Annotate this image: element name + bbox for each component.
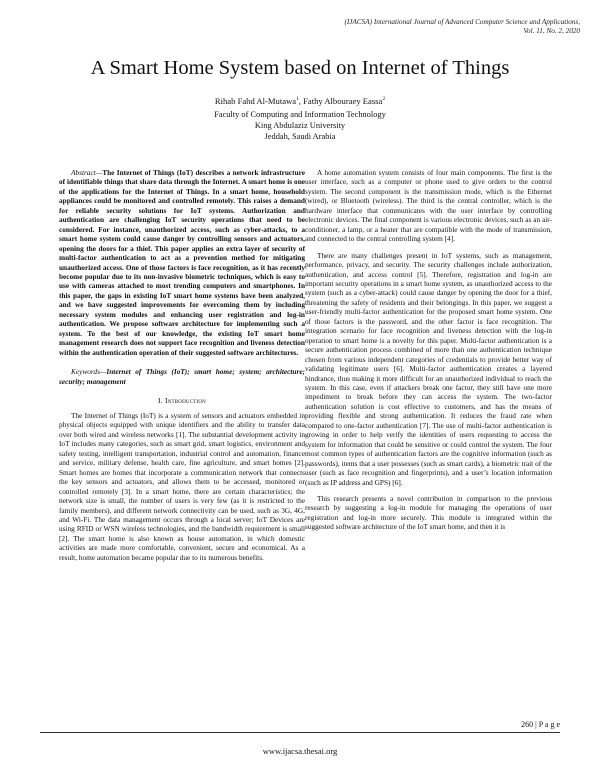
author-separator: , — [298, 96, 304, 106]
affiliation-location: Jeddah, Saudi Arabia — [264, 132, 336, 141]
affiliation — [0, 109, 600, 142]
journal-name: (IJACSA) International Journal of Advanced Computer Science and Applications, — [344, 18, 580, 26]
left-column — [59, 168, 305, 562]
body-paragraph-components: A home automation system consists of four main components. The first is the user interface, such as a computer or phone used to give orders to the control system. The second component is the transmission mode, which is the Ethernet (wired), or Bluetooth (wireless). The third is the central controller, which is the hardware interface that communicates with the user interface by controlling electronic devices. The final component is various electronic devices, such as an air-conditioner, a lamp, or a heater that are compatible with the mode of transmission, and connected to the central controlling system [4]. — [305, 168, 552, 244]
author-2: Fathy Albouraey Eassa — [303, 96, 383, 106]
keywords — [59, 367, 305, 386]
abstract-label: Abstract— — [71, 168, 103, 177]
right-column — [305, 168, 552, 532]
section-heading-introduction: I. Introduction — [158, 395, 206, 405]
body-paragraph-contribution: This research presents a novel contribution in comparison to the previous research by suggesting a log-in module for managing the operations of user registration and log-in more securely. This module is integrated within the suggested software architecture of the IoT smart home, and then it is — [305, 493, 552, 532]
intro-paragraph-1: The Internet of Things (IoT) is a system of sensors and actuators embedded in physical objects equipped with unique identifiers and the ability to transfer data over both wired and wireless networks [1]. The substantial development activity in IoT includes many categories, such as smart grid, smart logistics, environment and safety testing, intelligent transportation, industrial control and automation, finance and service, military defense, health care, fine agriculture, and smart homes [2]. Smart homes are homes that incorporate a communication network that connects the key sensors and actuators, and allows them to be accessed, monitored or controlled remotely [3]. In a smart home, there are certain characteristics; the network size is small, the number of users is very few (as it is restricted to the family members), and different network connectivity can be used, such as 3G, 4G, and Wi-Fi. The data management occurs through a local server; IoT Devices are using RFID or WSN wireless technologies, and the bandwidth requirement is small [2]. The smart home is also known as house automation, in which domestic activities are made more comfortable, convenient, secure and economical. As a result, home automation became popular due to its numerous benefits. — [59, 410, 305, 562]
abstract-text: The Internet of Things (IoT) describes a network infrastructure of identifiable things that share data through the Internet. A smart home is one of the applications for the Internet of Things. In a smart home, household appliances could be monitored and controlled remotely. This raises a demand for reliable security solutions for IoT systems. Authorization and authentication are challenging IoT security operations that need to be considered. For instance, unauthorized access, such as cyber-attacks, to a smart home system could cause danger by controlling sensors and actuators, opening the doors for a thief. This paper applies an extra layer of security of multi-factor authentication to act as a prevention method for mitigating unauthorized access. One of those factors is face recognition, as it has recently become popular due to its non-invasive biometric techniques, which is easy to use with cameras attached to most trending computers and smartphones. In this paper, the gaps in existing IoT smart home systems have been analyzed, and we have suggested improvements for overcoming them by including necessary system modules and enhancing user registration and log-in authentication. We propose software architecture for implementing such a system. To the best of our knowledge, the existing IoT smart home management research does not support face recognition and liveness detection within the authentication operation of their suggested software architectures. — [59, 168, 305, 357]
author-2-affil-mark: 2 — [382, 96, 386, 103]
journal-volume: Vol. 11, No. 2, 2020 — [523, 27, 580, 35]
paper-title: A Smart Home System based on Internet of Things — [90, 57, 510, 79]
keywords-text: Internet of Things (IoT); smart home; system; architecture; security; management — [59, 367, 305, 386]
author-1-affil-mark: 1 — [296, 96, 299, 103]
journal-website: www.ijacsa.thesai.org — [262, 746, 338, 756]
affiliation-faculty: Faculty of Computing and Information Technology — [214, 110, 386, 119]
author-list — [0, 96, 600, 107]
author-1: Rihab Fahd Al-Mutawa — [214, 96, 297, 106]
body-paragraph-challenges: There are many challenges present in IoT systems, such as management, performance, privacy, and security. The security challenges include authorization, authentication, and access control [5]. Therefore, registration and log-in are important security operations in a smart home system, as unauthorized access to the system (such as a cyber-attack) could cause danger by opening the door for a thief, threatening the safety of residents and their belongings. In this paper, we suggest a user-friendly multi-factor authentication for the proposed smart home system. One of those factors is the password, and the other factor is face recognition. The integration scenario for face recognition and liveness detection with the log-in operation to smart home is a novelty for this paper. Multi-factor authentication is a secure authentication process combined of more than one authentication technique chosen from various independent categories of credentials to provide better way of validating legitimate users [6]. Multi-factor authentication creates a layered hindrance, thus making it more difficult for an unauthorized individual to reach the system. In this case, even if attackers break one factor, they still have one more impediment to break before they can access the system. The two-factor authentication solution is cost effective to customers, and has the means of providing flexible and strong authentication. It reduces the fraud rate when compared to one-factor authentication [7]. The use of multi-factor authentication is growing in order to help verify the identities of users requesting to access the system for information that could be sensitive or could control the system. The four most common types of authentication factors are the cognitive information (such as passwords), items that a user possesses (such as smart cards), a biometric trait of the user (such as face recognition and fingerprints), and a user’s location information (such as IP address and GPS) [6]. — [305, 250, 552, 487]
abstract — [59, 168, 305, 357]
affiliation-university: King Abdulaziz University — [254, 121, 346, 130]
journal-header — [220, 18, 580, 36]
footer-divider — [40, 732, 560, 733]
keywords-label: Keywords— — [71, 367, 107, 377]
page-number: 260 | P a g e — [521, 720, 560, 729]
